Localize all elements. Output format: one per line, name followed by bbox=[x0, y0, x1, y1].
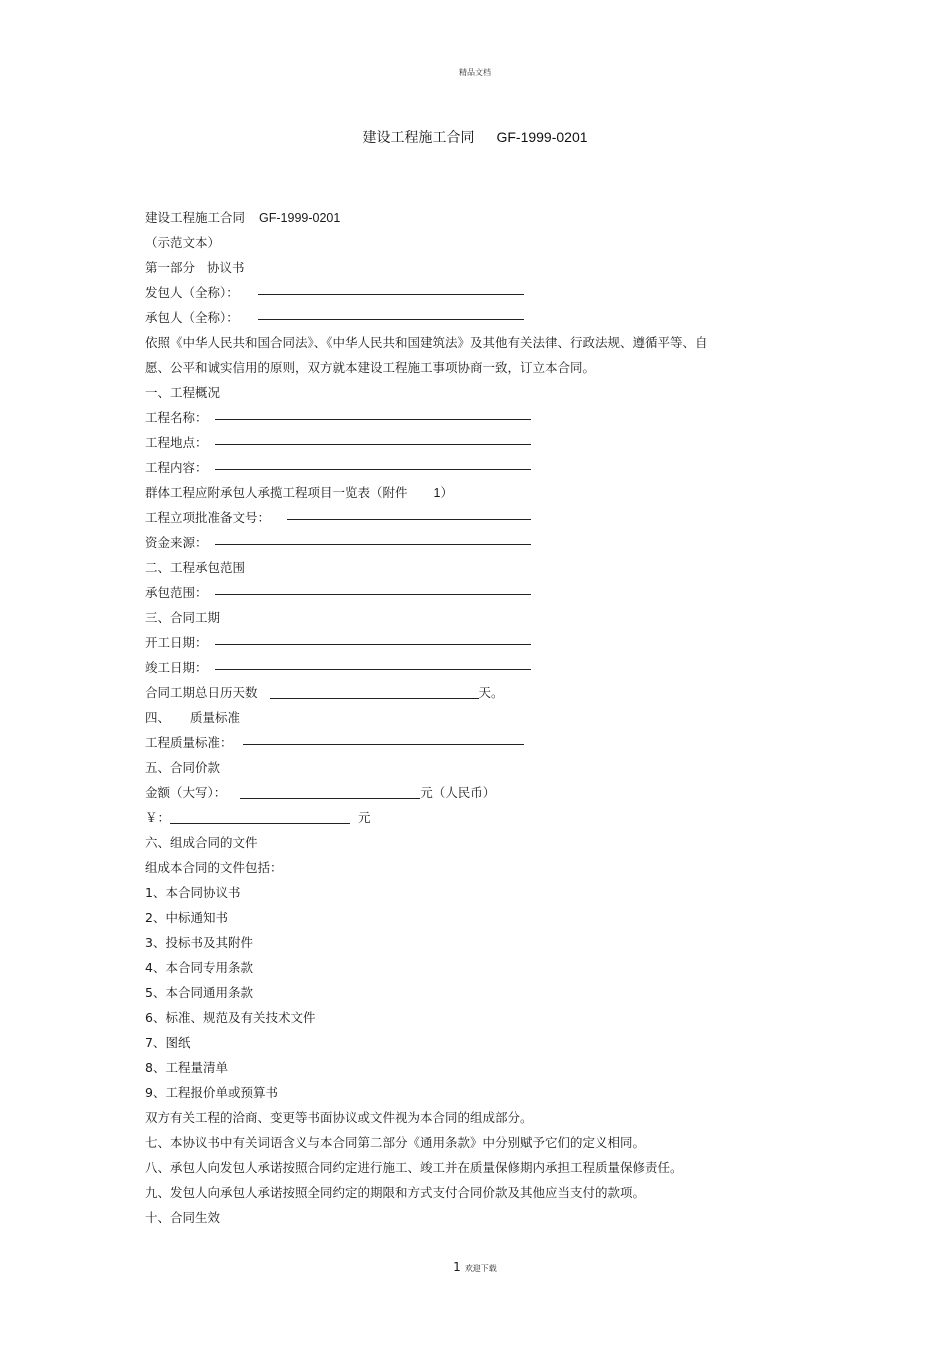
amount-words-label: 金额（大写）： bbox=[145, 785, 227, 800]
project-name-line bbox=[145, 405, 765, 430]
total-days-label: 合同工期总日历天数 bbox=[145, 685, 258, 700]
list-item: 4、本合同专用条款 bbox=[145, 960, 253, 975]
employer-blank[interactable] bbox=[258, 280, 524, 295]
quality-standard-label: 工程质量标准： bbox=[145, 735, 233, 750]
header-note: 精品文档 bbox=[459, 68, 491, 77]
start-date-label: 开工日期： bbox=[145, 635, 208, 650]
project-name-label: 工程名称： bbox=[145, 410, 208, 425]
employer-label: 发包人（全称）： bbox=[145, 285, 239, 300]
list-item: 7、图纸 bbox=[145, 1035, 191, 1050]
project-location-label: 工程地点： bbox=[145, 435, 208, 450]
approval-doc-blank[interactable] bbox=[287, 505, 531, 520]
total-days-line bbox=[145, 680, 765, 705]
section-2-heading: 二、工程承包范围 bbox=[145, 560, 246, 575]
section-10-heading: 十、合同生效 bbox=[145, 1210, 221, 1225]
section-7-text: 七、本协议书中有关词语含义与本合同第二部分《通用条款》中分别赋予它们的定义相同。 bbox=[145, 1135, 646, 1150]
title-text: 建设工程施工合同 bbox=[362, 130, 475, 146]
section-4-title: 质量标准 bbox=[190, 710, 241, 725]
amount-figures-suffix: 元 bbox=[358, 810, 371, 825]
list-item: 6、标准、规范及有关技术文件 bbox=[145, 1010, 316, 1025]
completion-date-blank[interactable] bbox=[215, 655, 531, 670]
group-project-text: 群体工程应附承包人承揽工程项目一览表（附件 bbox=[145, 485, 408, 500]
list-item: 5、本合同通用条款 bbox=[145, 985, 253, 1000]
documents-note: 双方有关工程的洽商、变更等书面协议或文件视为本合同的组成部分。 bbox=[145, 1110, 533, 1125]
amount-words-line bbox=[145, 780, 765, 805]
scope-label: 承包范围： bbox=[145, 585, 208, 600]
preamble-line-2: 愿、公平和诚实信用的原则，双方就本建设工程施工事项协商一致，订立本合同。 bbox=[145, 360, 596, 375]
list-item: 9、工程报价单或预算书 bbox=[145, 1085, 278, 1100]
amount-words-suffix: 元（人民币） bbox=[420, 785, 496, 800]
section-8-text: 八、承包人向发包人承诺按照合同约定进行施工、竣工并在质量保修期内承担工程质量保修责任。 bbox=[145, 1160, 683, 1175]
funding-label: 资金来源： bbox=[145, 535, 208, 550]
list-item: 3、投标书及其附件 bbox=[145, 935, 253, 950]
funding-blank[interactable] bbox=[215, 530, 531, 545]
group-project-line bbox=[145, 480, 765, 505]
project-content-label: 工程内容： bbox=[145, 460, 208, 475]
doc-code: GF-1999-0201 bbox=[259, 211, 341, 225]
contract-body bbox=[145, 205, 765, 1230]
part-one-heading bbox=[145, 255, 765, 280]
amount-words-blank[interactable] bbox=[240, 784, 420, 799]
contractor-label: 承包人（全称）： bbox=[145, 310, 239, 325]
list-item: 2、中标通知书 bbox=[145, 910, 228, 925]
part-title: 协议书 bbox=[207, 260, 245, 275]
amount-figures-line bbox=[145, 805, 765, 830]
scope-line bbox=[145, 580, 765, 605]
approval-doc-label: 工程立项批准备文号： bbox=[145, 510, 271, 525]
total-days-blank[interactable] bbox=[270, 684, 479, 699]
project-location-line bbox=[145, 430, 765, 455]
project-content-blank[interactable] bbox=[215, 455, 531, 470]
page-number: 1 bbox=[453, 1260, 461, 1274]
employer-line bbox=[145, 280, 765, 305]
section-9-text: 九、发包人向承包人承诺按照全同约定的期限和方式支付合同价款及其他应当支付的款项。 bbox=[145, 1185, 646, 1200]
page-footer bbox=[0, 1260, 950, 1274]
completion-date-label: 竣工日期： bbox=[145, 660, 208, 675]
preamble-line-1: 依照《中华人民共和国合同法》、《中华人民共和国建筑法》及其他有关法律、行政法规、遵循平等、自 bbox=[145, 335, 708, 350]
start-date-line bbox=[145, 630, 765, 655]
section-4-heading bbox=[145, 705, 765, 730]
total-days-suffix: 天。 bbox=[478, 685, 504, 700]
part-label: 第一部分 bbox=[145, 260, 196, 275]
approval-doc-line bbox=[145, 505, 765, 530]
list-item: 8、工程量清单 bbox=[145, 1060, 228, 1075]
section-1-heading: 一、工程概况 bbox=[145, 385, 221, 400]
contractor-blank[interactable] bbox=[258, 305, 524, 320]
project-name-blank[interactable] bbox=[215, 405, 531, 420]
section-4-number: 四、 bbox=[145, 710, 171, 725]
contractor-line bbox=[145, 305, 765, 330]
doc-name: 建设工程施工合同 bbox=[145, 210, 246, 225]
quality-standard-blank[interactable] bbox=[243, 730, 524, 745]
project-location-blank[interactable] bbox=[215, 430, 531, 445]
documents-intro: 组成本合同的文件包括： bbox=[145, 860, 283, 875]
doc-name-line bbox=[145, 205, 765, 230]
section-5-heading: 五、合同价款 bbox=[145, 760, 221, 775]
appendix-number: 1） bbox=[433, 486, 453, 500]
section-3-heading: 三、合同工期 bbox=[145, 610, 221, 625]
project-content-line bbox=[145, 455, 765, 480]
amount-figures-blank[interactable] bbox=[170, 809, 350, 824]
title-code: GF-1999-0201 bbox=[496, 129, 588, 145]
list-item: 1、本合同协议书 bbox=[145, 885, 241, 900]
footer-note: 欢迎下载 bbox=[464, 1264, 497, 1273]
start-date-blank[interactable] bbox=[215, 630, 531, 645]
scope-blank[interactable] bbox=[215, 580, 531, 595]
completion-date-line bbox=[145, 655, 765, 680]
quality-standard-line bbox=[145, 730, 765, 755]
sample-text-note: （示范文本） bbox=[145, 235, 221, 250]
section-6-heading: 六、组成合同的文件 bbox=[145, 835, 258, 850]
page-title bbox=[0, 127, 950, 147]
amount-figures-label: ￥： bbox=[145, 810, 171, 825]
funding-line bbox=[145, 530, 765, 555]
